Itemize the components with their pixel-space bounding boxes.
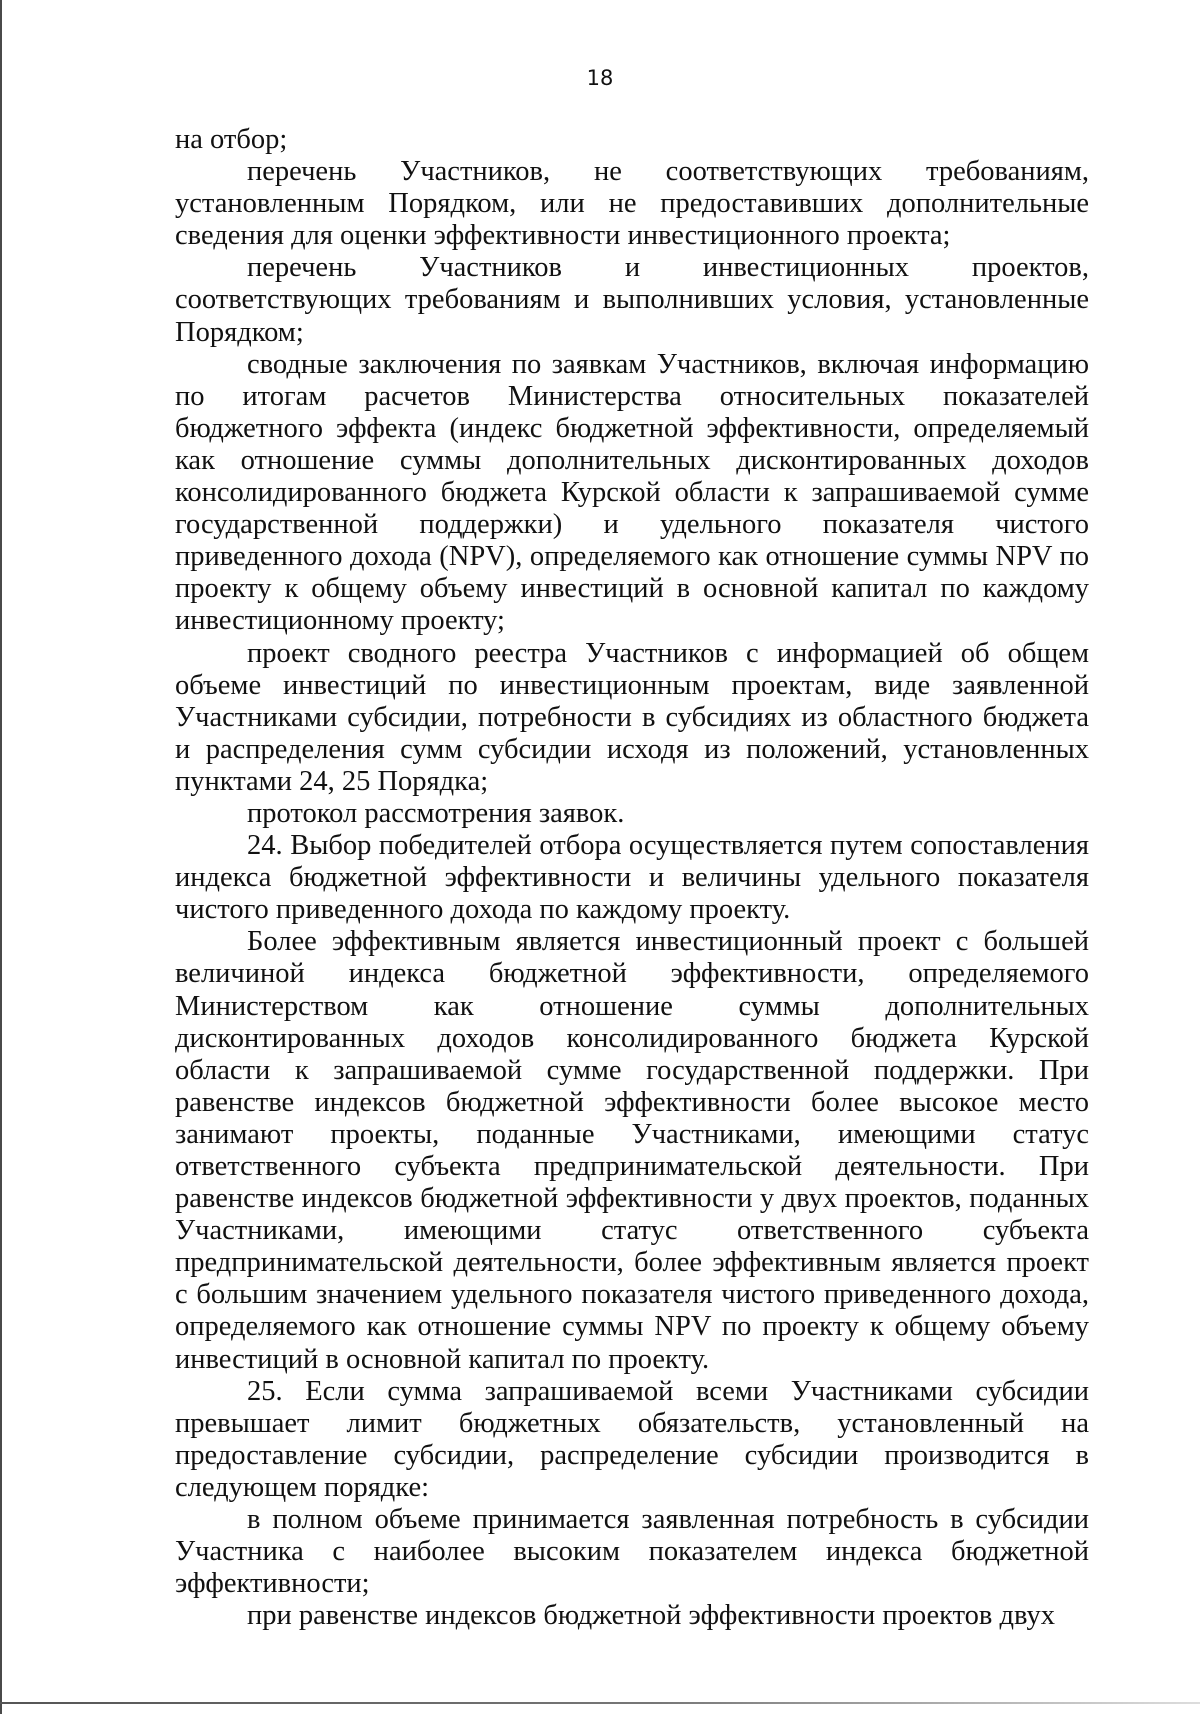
paragraph-6: протокол рассмотрения заявок.	[247, 797, 625, 829]
scan-left-edge	[0, 0, 2, 1714]
paragraph-2: перечень Участников, не соответствующих требованиям, установленным Порядком, или не предоставивших дополнительные сведения для оценки эффективности инвестиционного проекта;	[175, 156, 1089, 252]
document-body	[175, 124, 1089, 1632]
paragraph-4: сводные заключения по заявкам Участников, включая информацию по итогам расчетов Министерства относительных показателей бюджетного эффекта (индекс бюджетной эффективности, определяемый как отношение суммы дополнительных дисконтированных доходов консолидированного бюджета Курской области к запрашиваемой сумме государственной поддержки) и удельного показателя чистого приведенного дохода (NPV), определяемого как отношение суммы NPV по проекту к общему объему инвестиций в основной капитал по каждому инвестиционному проекту;	[175, 348, 1089, 637]
paragraph-5: проект сводного реестра Участников с информацией об общем объеме инвестиций по инвестиционным проектам, виде заявленной Участниками субсидии, потребности в субсидиях из областного бюджета и распределения сумм субсидии исходя из положений, установленных пунктами 24, 25 Порядка;	[175, 637, 1089, 797]
paragraph-11: при равенстве индексов бюджетной эффективности проектов двух	[247, 1600, 1055, 1632]
paragraph-7: 24. Выбор победителей отбора осуществляется путем сопоставления индекса бюджетной эффективности и величины удельного показателя чистого приведенного дохода по каждому проекту.	[175, 830, 1089, 926]
paragraph-3: перечень Участников и инвестиционных проектов, соответствующих требованиям и выполнивших условия, установленные Порядком;	[175, 252, 1089, 348]
paragraph-1: на отбор;	[175, 124, 288, 155]
paragraph-10: в полном объеме принимается заявленная потребность в субсидии Участника с наиболее высоким показателем индекса бюджетной эффективности;	[175, 1504, 1089, 1600]
page-number: 18	[586, 66, 614, 90]
paragraph-9: 25. Если сумма запрашиваемой всеми Участниками субсидии превышает лимит бюджетных обязательств, установленный на предоставление субсидии, распределение субсидии производится в следующем порядке:	[175, 1375, 1089, 1503]
scan-bottom-edge	[0, 1702, 1200, 1704]
paragraph-8: Более эффективным является инвестиционный проект с большей величиной индекса бюджетной эффективности, определяемого Министерством как отношение суммы дополнительных дисконтированных доходов консолидированного бюджета Курской области к запрашиваемой сумме государственной поддержки. При равенстве индексов бюджетной эффективности более высокое место занимают проекты, поданные Участниками, имеющими статус ответственного субъекта предпринимательской деятельности. При равенстве индексов бюджетной эффективности у двух проектов, поданных Участниками, имеющими статус ответственного субъекта предпринимательской деятельности, более эффективным является проект с большим значением удельного показателя чистого приведенного дохода, определяемого как отношение суммы NPV по проекту к общему объему инвестиций в основной капитал по проекту.	[175, 926, 1089, 1375]
